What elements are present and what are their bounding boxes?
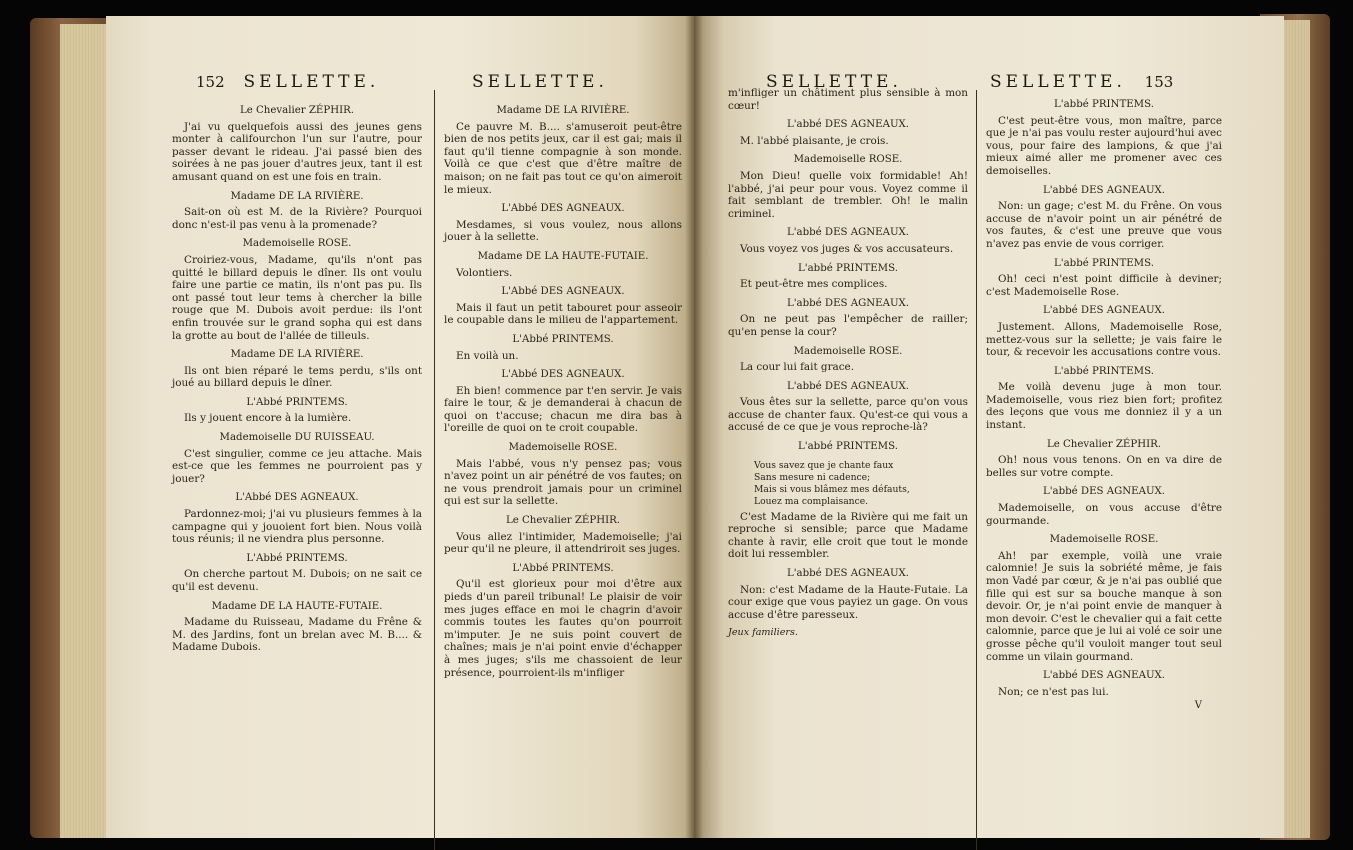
dialogue-paragraph: Justement. Allons, Mademoiselle Rose, mettez-vous sur la sellette; je vais faire le tour, & recevoir les accusations contre vous. bbox=[986, 320, 1222, 359]
speaker-name: L'abbé DES AGNEAUX. bbox=[1042, 184, 1166, 196]
speaker-name: Mademoiselle ROSE. bbox=[242, 238, 352, 250]
dialogue-paragraph: On ne peut pas l'empêcher de railler; qu'en pense la cour? bbox=[728, 313, 968, 338]
speaker-name: L'Abbé DES AGNEAUX. bbox=[235, 492, 359, 504]
speaker-name: L'Abbé DES AGNEAUX. bbox=[501, 203, 625, 215]
left-header-title-2-text: SELLETTE. bbox=[472, 72, 608, 92]
dialogue-paragraph: Vous voyez vos juges & vos accusateurs. bbox=[740, 242, 954, 255]
speaker-name: Madame DE LA RIVIÈRE. bbox=[230, 349, 364, 361]
speaker-name: L'Abbé PRINTEMS. bbox=[246, 396, 348, 408]
right-page-column-1 bbox=[728, 84, 968, 650]
speaker-name: Mademoiselle ROSE. bbox=[1049, 534, 1159, 546]
speaker-name: L'abbé DES AGNEAUX. bbox=[1042, 486, 1166, 498]
footer-title: Jeux familiers. bbox=[728, 627, 798, 639]
dialogue-paragraph: Mon Dieu! quelle voix formidable! Ah! l'abbé, j'ai peur pour vous. Voyez comme il fait semblant de trembler. Oh! le malin criminel. bbox=[728, 169, 968, 220]
dialogue-paragraph: Non: c'est Madame de la Haute-Futaie. La cour exige que vous payiez un gage. On vous accuse d'être paresseux. bbox=[728, 583, 968, 621]
speaker-name: Mademoiselle ROSE. bbox=[508, 442, 618, 454]
right-header-title-1-text: SELLETTE. bbox=[766, 72, 902, 92]
speaker-name: L'Abbé PRINTEMS. bbox=[512, 562, 614, 574]
dialogue-paragraph: Ah! par exemple, voilà une vraie calomnie! Je suis la sobriété même, je fais mon Vadé par cœur, & je n'ai pas oublié que fille qui est sur sa bouche manque à son devoir. Or, je n'ai point envie de manquer à mon devoir. C'est le chevalier qui a fait cette calomnie, parce que je lui ai volé ce soir une grosse pêche qu'il vouloit manger tout seul comme un vilain gourmand. bbox=[986, 549, 1222, 663]
left-page-header bbox=[196, 72, 379, 92]
speaker-name: L'abbé PRINTEMS. bbox=[1054, 365, 1154, 377]
speaker-name: Madame DE LA RIVIÈRE. bbox=[496, 105, 630, 116]
dialogue-paragraph: Me voilà devenu juge à mon tour. Mademoiselle, vous riez bien fort; profitez des leçons que vous me donniez il y a un instant. bbox=[986, 381, 1222, 432]
open-book bbox=[30, 10, 1330, 840]
left-page bbox=[106, 16, 694, 838]
speaker-name: L'abbé DES AGNEAUX. bbox=[786, 568, 910, 580]
dialogue-paragraph: Vous êtes sur la sellette, parce qu'on vous accuse de chanter faux. Qu'est-ce qui vous a accusé de ce que je vous reproche-là? bbox=[728, 396, 968, 434]
speaker-name: Madame DE LA HAUTE-FUTAIE. bbox=[477, 250, 649, 262]
speaker-name: L'Abbé PRINTEMS. bbox=[246, 552, 348, 564]
dialogue-paragraph: Non; ce n'est pas lui. bbox=[998, 685, 1109, 698]
speaker-name: Le Chevalier ZÉPHIR. bbox=[1046, 438, 1162, 450]
dialogue-paragraph: Oh! ceci n'est point difficile à deviner; c'est Mademoiselle Rose. bbox=[986, 273, 1222, 298]
right-page bbox=[694, 16, 1284, 838]
dialogue-paragraph: Qu'il est glorieux pour moi d'être aux pieds d'un pareil tribunal! Le plaisir de voir mes juges efface en moi le chagrin d'avoir commis toutes les fautes qu'on pourroit m'imputer. Je ne suis point couvert de chaînes; mais je n'ai point envie d'échapper à mes juges; s'ils me chassoient de leur présence, pourroient-ils m'infliger bbox=[444, 578, 682, 679]
dialogue-paragraph: Sait-on où est M. de la Rivière? Pourquoi donc n'est-il pas venu à la promenade? bbox=[172, 206, 422, 231]
signature-mark: V bbox=[1194, 700, 1202, 712]
verse-line: Louez ma complaisance. bbox=[754, 495, 869, 507]
left-header-title-2 bbox=[472, 72, 608, 92]
column-rule bbox=[976, 90, 977, 850]
dialogue-paragraph: Mais il faut un petit tabouret pour asseoir le coupable dans le milieu de l'appartement. bbox=[444, 301, 682, 327]
right-page-column-2 bbox=[986, 92, 1222, 723]
dialogue-paragraph: Mais l'abbé, vous n'y pensez pas; vous n'avez point un air pénétré de vos fautes; on ne vous prendroit jamais pour un criminel qui est sur la sellette. bbox=[444, 457, 682, 508]
speaker-name: L'Abbé DES AGNEAUX. bbox=[501, 286, 625, 298]
verse-line: Vous savez que je chante faux bbox=[754, 459, 894, 471]
dialogue-paragraph: C'est peut-être vous, mon maître, parce que je n'ai pas voulu rester aujourd'hui avec vous, pour faire des lampions, & que j'ai mieux aimé aller me promener avec ces demoiselles. bbox=[986, 114, 1222, 177]
dialogue-paragraph: J'ai vu quelquefois aussi des jeunes gens monter à califourchon l'un sur l'autre, pour passer devant le rideau. J'ai passé bien des soirées à ne pas jouer d'autres jeux, tant il est amusant quand on est une fois en train. bbox=[172, 120, 422, 183]
speaker-name: Le Chevalier ZÉPHIR. bbox=[239, 105, 355, 116]
speaker-name: L'abbé PRINTEMS. bbox=[1054, 99, 1154, 110]
speaker-name: L'abbé PRINTEMS. bbox=[798, 262, 898, 274]
dialogue-paragraph: Volontiers. bbox=[456, 266, 513, 279]
speaker-name: L'abbé DES AGNEAUX. bbox=[786, 119, 910, 131]
speaker-name: L'abbé DES AGNEAUX. bbox=[786, 380, 910, 392]
speaker-name: L'abbé DES AGNEAUX. bbox=[786, 227, 910, 239]
speaker-name: Mademoiselle DU RUISSEAU. bbox=[219, 432, 375, 444]
dialogue-paragraph: On cherche partout M. Dubois; on ne sait ce qu'il est devenu. bbox=[172, 568, 422, 593]
speaker-name: L'abbé PRINTEMS. bbox=[798, 441, 898, 453]
speaker-name: L'Abbé PRINTEMS. bbox=[512, 333, 614, 345]
dialogue-paragraph: Ce pauvre M. B.... s'amuseroit peut-être bien de nos petits jeux, car il est gai; mais il faut qu'il tienne compagnie à son monde. Voilà ce que c'est que d'être maître de maison; on ne fait pas tout ce qu'on aimeroit le mieux. bbox=[444, 120, 682, 196]
dialogue-paragraph: Ils y jouent encore à la lumière. bbox=[184, 412, 352, 425]
left-page-column-2 bbox=[444, 98, 682, 679]
right-page-header bbox=[990, 72, 1173, 92]
dialogue-paragraph: Mademoiselle, on vous accuse d'être gourmande. bbox=[986, 502, 1222, 527]
verse-line: Mais si vous blâmez mes défauts, bbox=[754, 483, 910, 495]
verse-block bbox=[754, 460, 968, 508]
dialogue-paragraph: En voilà un. bbox=[456, 349, 519, 362]
dialogue-paragraph: M. l'abbé plaisante, je crois. bbox=[740, 134, 889, 147]
dialogue-paragraph: Vous allez l'intimider, Mademoiselle; j'ai peur qu'il ne pleure, il attendriroit ses juges. bbox=[444, 530, 682, 556]
dialogue-paragraph: Madame du Ruisseau, Madame du Frêne & M. des Jardins, font un brelan avec M. B.... & Madame Dubois. bbox=[172, 616, 422, 654]
speaker-name: Mademoiselle ROSE. bbox=[793, 345, 903, 357]
dialogue-paragraph: C'est singulier, comme ce jeu attache. Mais est-ce que les femmes ne pourroient pas y jouer? bbox=[172, 447, 422, 485]
dialogue-paragraph: La cour lui fait grace. bbox=[740, 361, 855, 374]
speaker-name: L'abbé PRINTEMS. bbox=[1054, 257, 1154, 269]
speaker-name: L'abbé DES AGNEAUX. bbox=[786, 297, 910, 309]
speaker-name: Madame DE LA RIVIÈRE. bbox=[230, 190, 364, 202]
dialogue-paragraph: Et peut-être mes complices. bbox=[740, 278, 888, 291]
left-page-column-1 bbox=[172, 98, 422, 654]
left-page-number: 152 bbox=[196, 73, 225, 91]
dialogue-paragraph: Eh bien! commence par t'en servir. Je vais faire le tour, & je demanderai à chacun de quoi on t'accuse; chacun me dira bas à l'oreille de quoi on te croit coupable. bbox=[444, 384, 682, 435]
book-gutter bbox=[685, 16, 703, 838]
speaker-name: Madame DE LA HAUTE-FUTAIE. bbox=[211, 600, 383, 612]
dialogue-paragraph: Pardonnez-moi; j'ai vu plusieurs femmes à la campagne qui y jouoient fort bien. Nous voilà tous réunis; il ne viendra plus personne. bbox=[172, 508, 422, 546]
left-header-title-1: SELLETTE. bbox=[243, 72, 380, 92]
speaker-name: Le Chevalier ZÉPHIR. bbox=[505, 515, 621, 527]
dialogue-paragraph: Oh! nous vous tenons. On en va dire de belles sur votre compte. bbox=[986, 454, 1222, 479]
speaker-name: Mademoiselle ROSE. bbox=[793, 154, 903, 166]
column-rule bbox=[434, 90, 435, 850]
dialogue-paragraph: Mesdames, si vous voulez, nous allons jouer à la sellette. bbox=[444, 218, 682, 244]
speaker-name: L'abbé DES AGNEAUX. bbox=[1042, 305, 1166, 317]
right-page-number: 153 bbox=[1144, 73, 1174, 91]
right-header-title-2: SELLETTE. bbox=[990, 72, 1126, 92]
dialogue-paragraph: Croiriez-vous, Madame, qu'ils n'ont pas quitté le billard depuis le dîner. Ils ont voulu faire une partie ce matin, ils n'ont pas pu. Ils ont passé tout leur tems à chercher la bille rouge que M. Dubois avoit perdue: ils l'ont enfin trouvée sur le grand sopha qui est dans la grotte au bout de l'allée de tilleuls. bbox=[172, 253, 422, 342]
dialogue-paragraph: Non: un gage; c'est M. du Frêne. On vous accuse de n'avoir point un air pénétré de vos fautes, & c'est une preuve que vous n'avez pas envie de vous corriger. bbox=[986, 200, 1222, 250]
verse-line: Sans mesure ni cadence; bbox=[754, 471, 871, 483]
dialogue-paragraph: m'infliger un châtiment plus sensible à mon cœur! bbox=[728, 87, 968, 112]
speaker-name: L'Abbé DES AGNEAUX. bbox=[501, 369, 625, 381]
speaker-name: L'abbé DES AGNEAUX. bbox=[1042, 670, 1166, 682]
dialogue-paragraph: C'est Madame de la Rivière qui me fait un reproche si sensible; parce que Madame chante à ravir, elle croit que tout le monde doit lui ressembler. bbox=[728, 510, 968, 561]
dialogue-paragraph: Ils ont bien réparé le tems perdu, s'ils ont joué au billard depuis le dîner. bbox=[172, 364, 422, 390]
